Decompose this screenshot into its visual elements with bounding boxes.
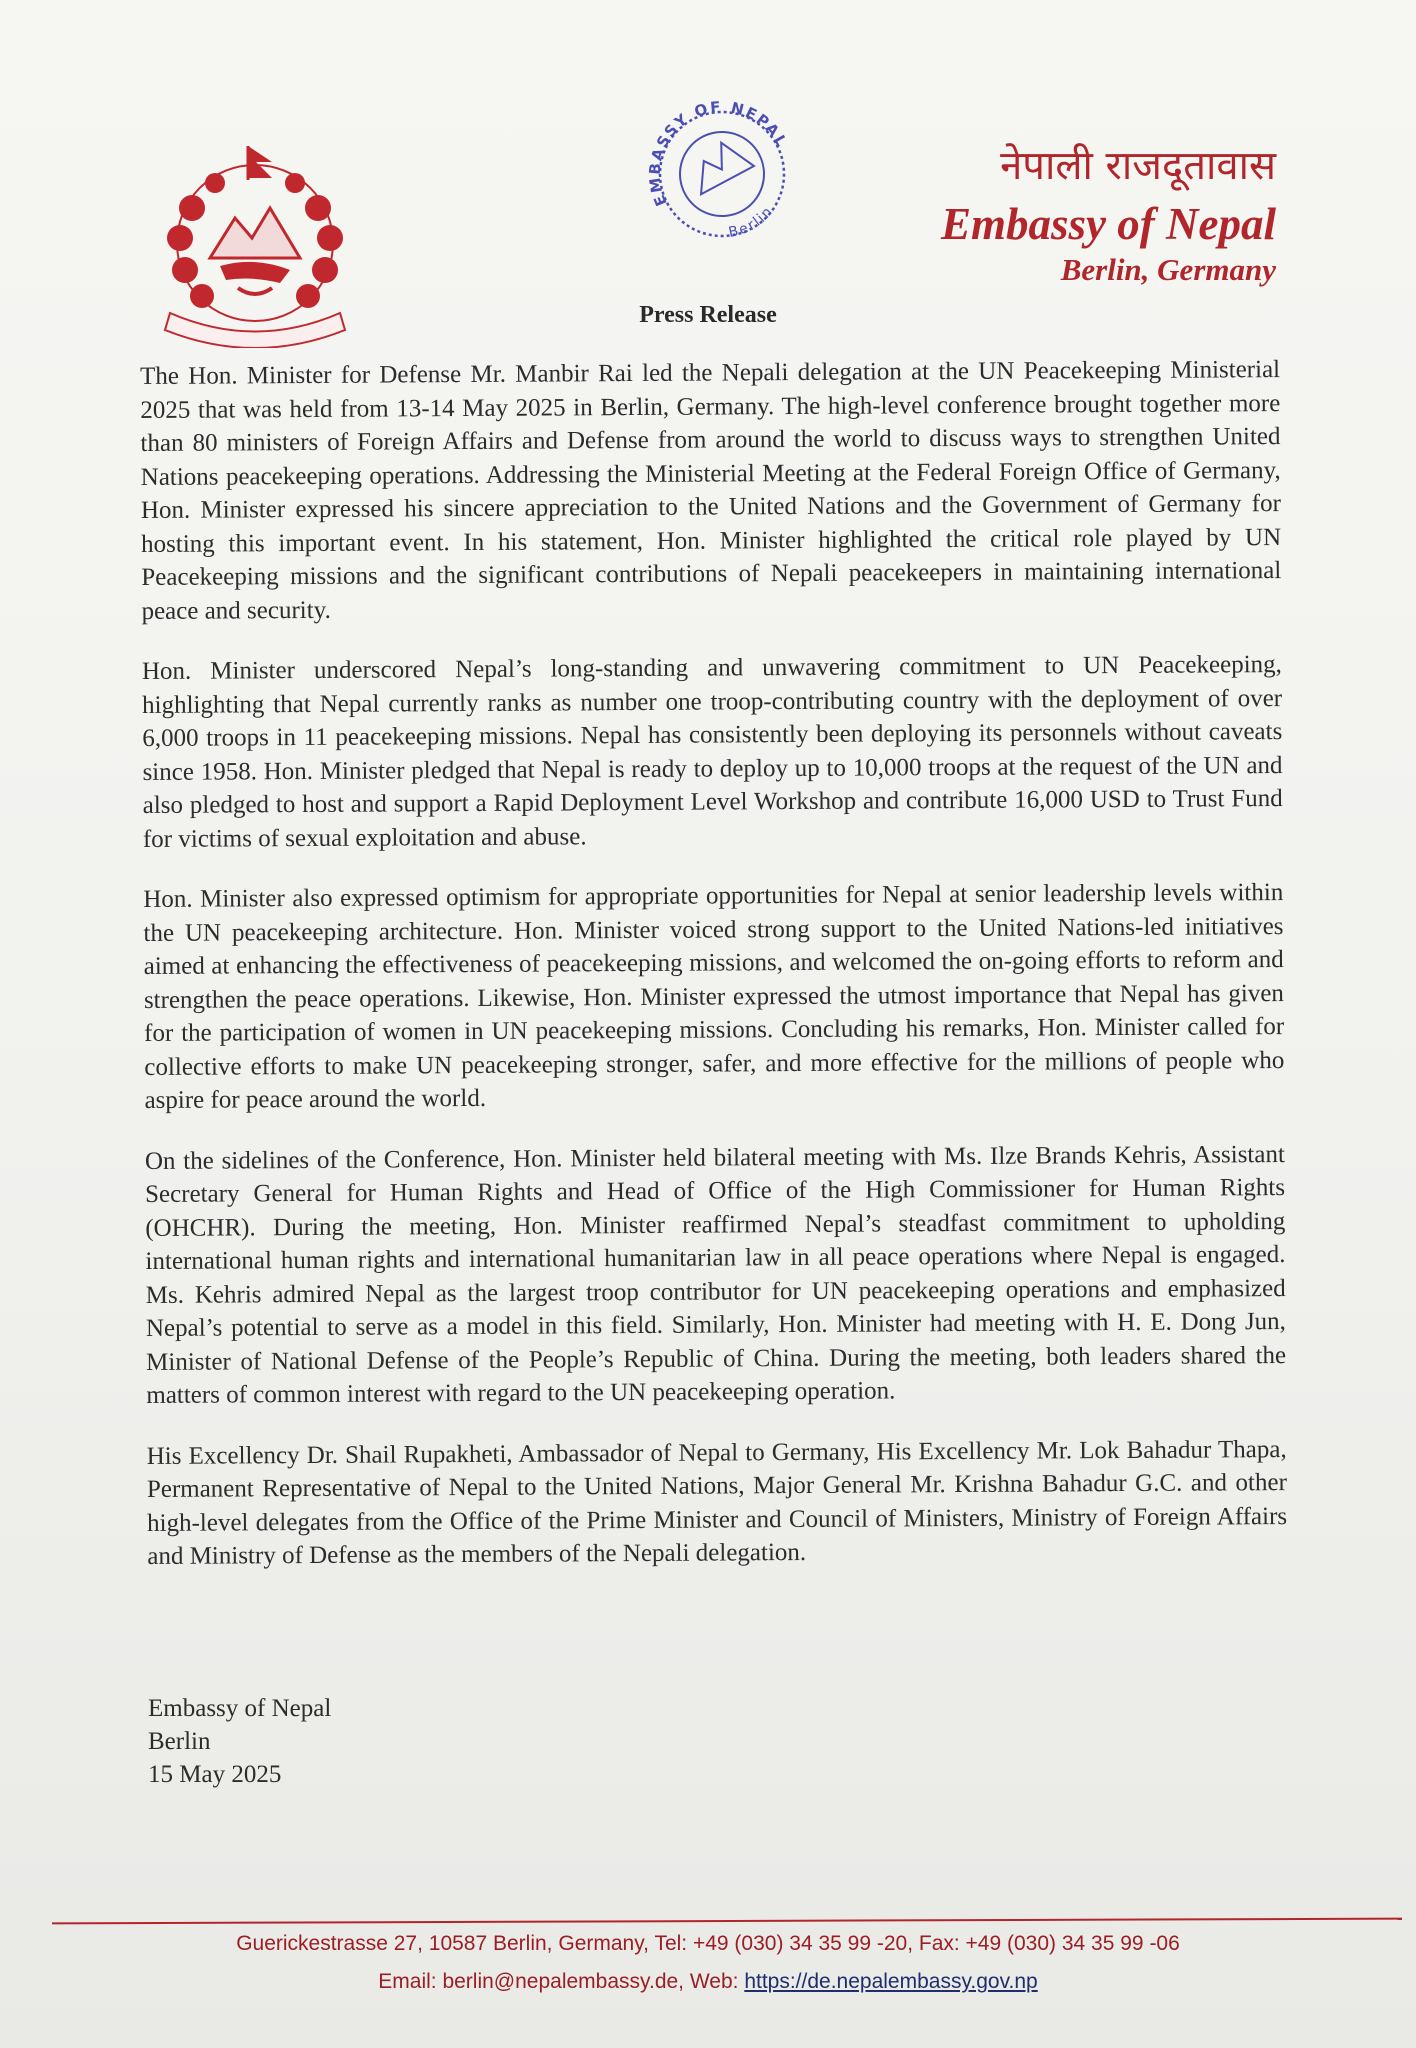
stamp-text-top: EMBASSY OF NEPAL xyxy=(645,97,792,209)
embassy-stamp-icon xyxy=(632,84,812,264)
signoff xyxy=(148,1692,331,1791)
press-release-body xyxy=(140,353,1288,1600)
document-title: Press Release xyxy=(639,302,777,328)
paragraph: His Excellency Dr. Shail Rupakheti, Ambassador of Nepal to Germany, His Excellency Mr. Lok Bahadur Thapa, Permanent Representative of Nepal to the United Nations, Major General Mr. Krishna Bahadur G.C. and other high-level delegates from the Office of the Prime Minister and Council of Ministers, Ministry of Foreign Affairs and Ministry of Defense as the members of the Nepali delegation. xyxy=(146,1435,1288,1570)
paragraph: Hon. Minister underscored Nepal’s long-standing and unwavering commitment to UN Peacekeeping, highlighting that Nepal currently ranks as number one troop-contributing country with the deployment of over 6,000 troops in 11 peacekeeping missions. Nepal has consistently been deploying its personnels without caveats since 1958. Hon. Minister pledged that Nepal is ready to deploy up to 10,000 troops at the request of the UN and also pledged to host and support a Rapid Deployment Level Workshop and contribute 16,000 USD to Trust Fund for victims of sexual exploitation and abuse. xyxy=(141,651,1283,853)
paragraph: The Hon. Minister for Defense Mr. Manbir Rai led the Nepali delegation at the UN Peacekeeping Ministerial 2025 that was held from 13-14 May 2025 in Berlin, Germany. The high-level conference brought together more than 80 ministers of Foreign Affairs and Defense from around the world to discuss ways to strengthen United Nations peacekeeping operations. Addressing the Ministerial Meeting at the Federal Foreign Office of Germany, Hon. Minister expressed his sincere appreciation to the United Nations and the Government of Germany for hosting this important event. In his statement, Hon. Minister highlighted the critical role played by UN Peacekeeping missions and the significant contributions of Nepali peacekeepers in maintaining international peace and security. xyxy=(140,356,1282,625)
signoff-date: 15 May 2025 xyxy=(148,1761,282,1788)
paragraph: Hon. Minister also expressed optimism for appropriate opportunities for Nepal at senior leadership levels within the UN peacekeeping architecture. Hon. Minister voiced strong support to the United Nations-led initiatives aimed at enhancing the effectiveness of peacekeeping missions, and welcomed the on-going efforts to reform and strengthen the peace operations. Likewise, Hon. Minister expressed the utmost importance that Nepal has given for the participation of women in UN peacekeeping missions. Concluding his remarks, Hon. Minister called for collective efforts to make UN peacekeeping stronger, safer, and more effective for the millions of people who aspire for peace around the world. xyxy=(143,879,1285,1114)
footer-email: Email: berlin@nepalembassy.de, Web: xyxy=(378,1970,745,1993)
paragraph: On the sidelines of the Conference, Hon. Minister held bilateral meeting with Ms. Ilze Brands Kehris, Assistant Secretary General for Human Rights and Head of Office of the High Commissioner for Human Rights (OHCHR). During the meeting, Hon. Minister reaffirmed Nepal’s steadfast commitment to upholding international human rights and international humanitarian law in all peace operations where Nepal is engaged. Ms. Kehris admired Nepal as the largest troop contributor for UN peacekeeping operations and emphasized Nepal’s potential to serve as a model in this field. Similarly, Hon. Minister had meeting with H. E. Dong Jun, Minister of National Defense of the People’s Republic of China. During the meeting, both leaders shared the matters of common interest with regard to the UN peacekeeping operation. xyxy=(144,1140,1287,1409)
nepali-org-name: नेपाली राजदूतावास xyxy=(1000,143,1276,189)
stamp-text-bottom: Berlin xyxy=(727,202,777,241)
signoff-city: Berlin xyxy=(148,1728,211,1755)
org-name: Embassy of Nepal xyxy=(941,199,1276,249)
footer-divider xyxy=(52,1918,1402,1925)
website-link[interactable]: https://de.nepalembassy.gov.np xyxy=(744,1970,1038,1993)
svg-text:Berlin xyxy=(722,200,780,245)
signoff-org: Embassy of Nepal xyxy=(148,1695,332,1722)
footer-address: Guerickestrasse 27, 10587 Berlin, Germany, Tel: +49 (030) 34 35 99 -20, Fax: +49 (030) 34 35 99 -06 xyxy=(236,1932,1180,1955)
letterhead xyxy=(806,142,1276,288)
svg-text:EMBASSY OF NEPAL xyxy=(632,84,791,214)
footer-contact xyxy=(0,1970,1416,1994)
org-city: Berlin, Germany xyxy=(1060,252,1276,287)
